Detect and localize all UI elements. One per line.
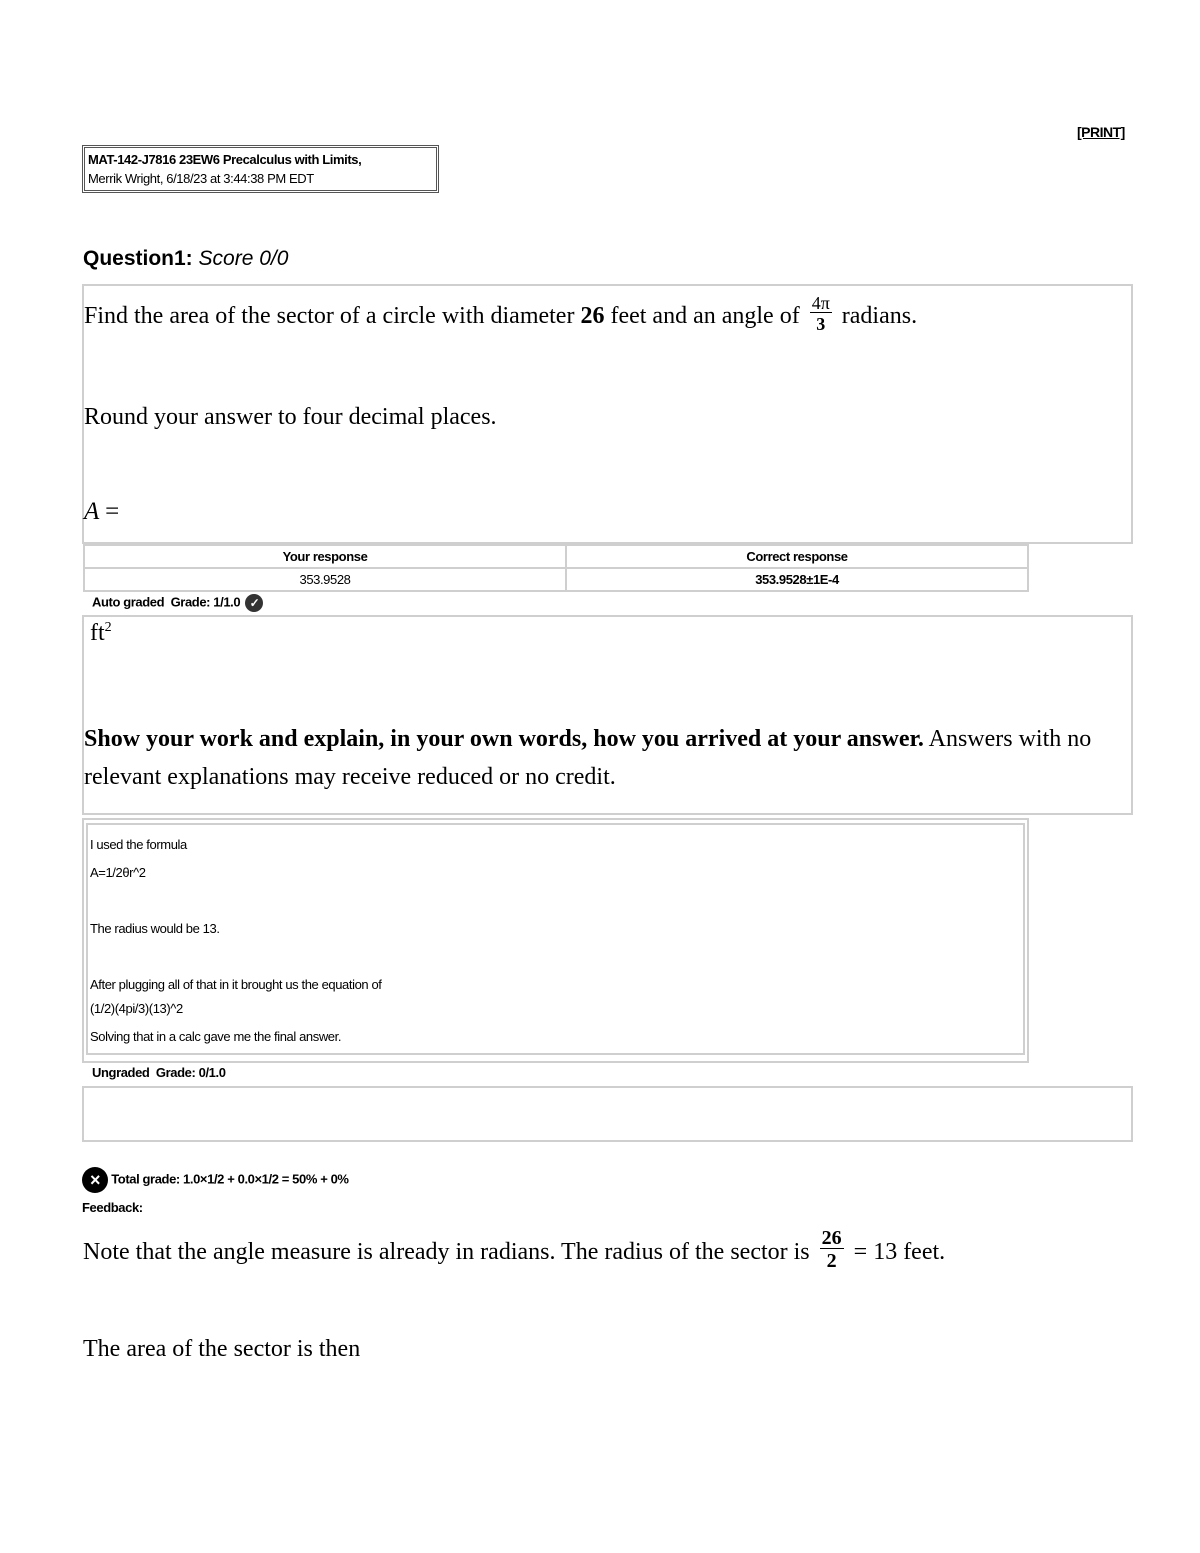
total-grade-line — [82, 1167, 349, 1193]
work-line: I used the formula — [90, 837, 187, 852]
work-line: The radius would be 13. — [90, 921, 220, 936]
unit-exponent: 2 — [104, 620, 112, 635]
angle-denominator: 3 — [816, 314, 826, 334]
show-work-rest: Answers with no relevant explanations may receive reduced or no credit. — [84, 726, 1092, 790]
part1-grade-value: Grade: 1/1.0 — [170, 594, 241, 610]
diameter-value: 26 — [580, 303, 605, 330]
course-title: MAT-142-J7816 23EW6 Precalculus with Limits, — [88, 152, 362, 167]
your-response-header: Your response — [84, 545, 566, 568]
part2-grade-value: Grade: 0/1.0 — [155, 1065, 226, 1080]
work-response-text — [86, 823, 1025, 1055]
radius-numerator: 26 — [821, 1227, 842, 1249]
question-prompt — [84, 293, 918, 337]
angle-fraction — [810, 294, 832, 333]
feedback-note — [83, 1227, 946, 1275]
check-circle-icon: ✓ — [245, 594, 263, 612]
work-line: Solving that in a calc gave me the final answer. — [90, 1029, 342, 1044]
radius-denominator: 2 — [826, 1250, 837, 1272]
show-work-instruction — [84, 720, 1136, 796]
your-response-value: 353.9528 — [84, 568, 566, 591]
part2-grade-line — [92, 1065, 226, 1080]
prompt-after: radians. — [841, 303, 918, 330]
work-line: After plugging all of that in it brought us the equation of — [90, 977, 382, 992]
part1-grade-line — [92, 594, 263, 612]
total-grade-text: Total grade: 1.0×1/2 + 0.0×1/2 = 50% + 0% — [111, 1171, 349, 1187]
unit-label — [90, 620, 112, 647]
show-work-bold: Show your work and explain, in your own words, how you arrived at your answer. — [84, 726, 924, 752]
work-line — [90, 943, 1021, 971]
question-heading — [83, 247, 288, 271]
answer-equals: = — [105, 498, 120, 525]
work-line: A=1/2θr^2 — [90, 865, 146, 880]
part1-grade-type: Auto graded — [92, 594, 165, 610]
work-line — [90, 887, 1021, 915]
prompt-before: Find the area of the sector of a circle with diameter — [84, 303, 575, 330]
work-line: (1/2)(4pi/3)(13)^2 — [90, 1001, 183, 1016]
feedback-label: Feedback: — [82, 1200, 143, 1215]
round-instruction: Round your answer to four decimal places. — [84, 404, 497, 430]
correct-response-value: 353.9528±1E-4 — [566, 568, 1028, 591]
course-info-box — [82, 145, 439, 193]
prompt-mid: feet and an angle of — [610, 303, 800, 330]
unit-base: ft — [90, 620, 105, 646]
angle-numerator: 4π — [811, 293, 830, 313]
empty-feedback-box — [82, 1086, 1133, 1142]
radius-fraction — [820, 1228, 844, 1271]
response-header-row — [84, 545, 1028, 568]
response-table — [83, 544, 1029, 592]
correct-response-header: Correct response — [566, 545, 1028, 568]
student-timestamp: Merrik Wright, 6/18/23 at 3:44:38 PM EDT — [88, 171, 314, 186]
feedback-area-then: The area of the sector is then — [83, 1336, 361, 1362]
note-after: = 13 feet. — [853, 1239, 946, 1266]
question-number: Question1: — [83, 247, 193, 270]
part2-grade-type: Ungraded — [92, 1065, 150, 1080]
answer-label — [84, 498, 119, 526]
response-value-row — [84, 568, 1028, 591]
x-circle-icon: × — [82, 1167, 108, 1193]
print-link[interactable]: [PRINT] — [1077, 124, 1125, 140]
question-score: Score 0/0 — [198, 247, 289, 270]
answer-variable: A — [84, 498, 99, 525]
note-before: Note that the angle measure is already in radians. The radius of the sector is — [83, 1239, 810, 1266]
